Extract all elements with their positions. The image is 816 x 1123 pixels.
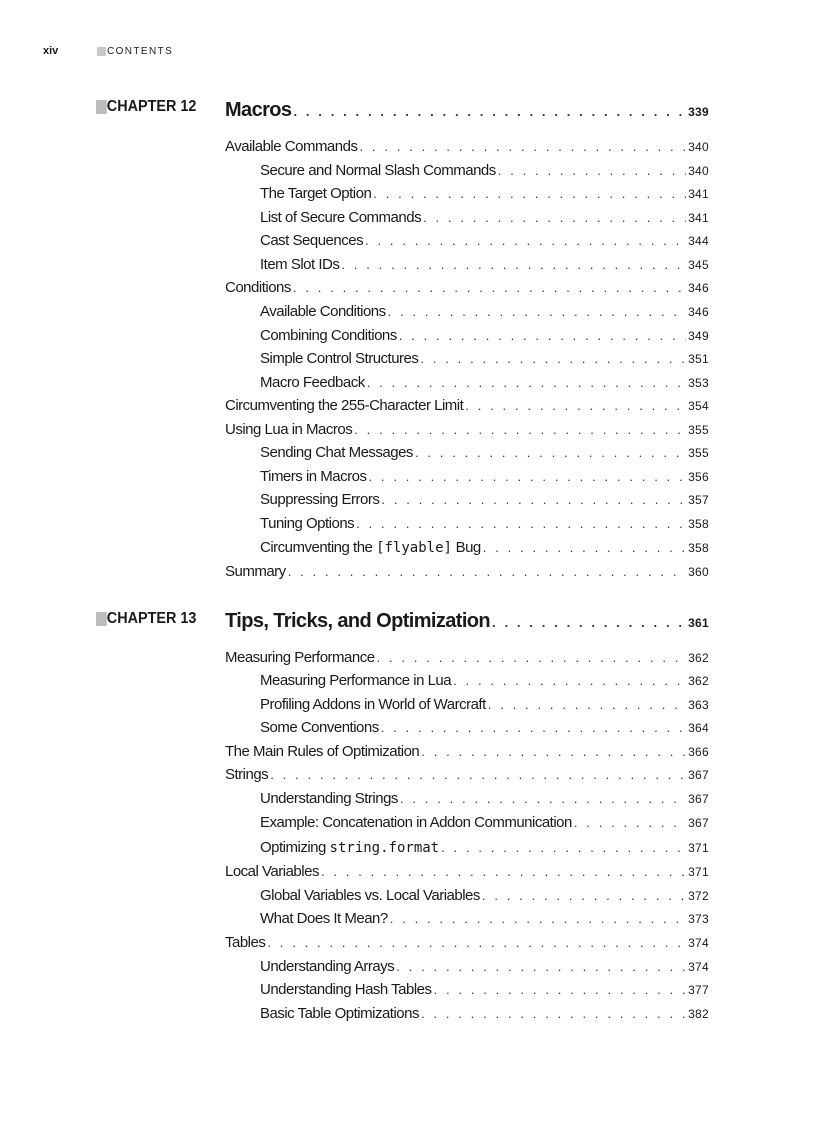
dot-leader bbox=[373, 183, 686, 205]
page-number: 367 bbox=[688, 816, 709, 830]
toc-entry[interactable] bbox=[260, 489, 709, 511]
toc-entry[interactable] bbox=[260, 513, 709, 535]
toc-entry[interactable] bbox=[260, 717, 709, 739]
dot-leader bbox=[267, 932, 686, 954]
toc-entry[interactable] bbox=[260, 207, 709, 229]
dot-leader bbox=[341, 254, 686, 276]
entry-title: Global Variables vs. Local Variables bbox=[260, 887, 480, 904]
dot-leader bbox=[421, 741, 686, 763]
entry-title-code: [flyable] bbox=[376, 540, 452, 556]
page-number: 362 bbox=[688, 674, 709, 688]
page-number: 373 bbox=[688, 912, 709, 926]
toc-entry[interactable] bbox=[260, 670, 709, 692]
page-number: 360 bbox=[688, 565, 709, 579]
toc-entry[interactable] bbox=[260, 694, 709, 716]
entry-title bbox=[260, 837, 439, 859]
entry-title: List of Secure Commands bbox=[260, 209, 422, 226]
entry-title: Circumventing the 255-Character Limit bbox=[225, 397, 464, 414]
toc-entry[interactable] bbox=[260, 979, 709, 1001]
entry-title: Profiling Addons in World of Warcraft bbox=[260, 696, 486, 713]
dot-leader bbox=[465, 395, 686, 417]
page-number: 374 bbox=[688, 936, 709, 950]
entry-title-post: Bug bbox=[451, 539, 481, 556]
page-number: 355 bbox=[688, 423, 709, 437]
entry-title: Item Slot IDs bbox=[260, 256, 340, 273]
entry-title: Sending Chat Messages bbox=[260, 444, 413, 461]
page-number: 353 bbox=[688, 376, 709, 390]
page-number: 351 bbox=[688, 352, 709, 366]
dot-leader bbox=[390, 908, 686, 930]
page-number: 362 bbox=[688, 651, 709, 665]
toc-entry[interactable] bbox=[260, 442, 709, 464]
page-number: 367 bbox=[688, 768, 709, 782]
entry-title: Available Commands bbox=[225, 138, 358, 155]
page-number: 340 bbox=[688, 164, 709, 178]
page-number: 358 bbox=[688, 541, 709, 555]
page-number: 346 bbox=[688, 305, 709, 319]
entry-title: Understanding Hash Tables bbox=[260, 981, 432, 998]
page-number: 377 bbox=[688, 983, 709, 997]
page-number: 341 bbox=[688, 211, 709, 225]
dot-leader bbox=[381, 489, 686, 511]
dot-leader bbox=[400, 788, 686, 810]
entry-title: What Does It Mean? bbox=[260, 910, 388, 927]
page-number: 341 bbox=[688, 187, 709, 201]
toc-entry[interactable] bbox=[260, 812, 709, 834]
entry-title-pre: Circumventing the bbox=[260, 539, 377, 556]
entry-title: Some Conventions bbox=[260, 719, 379, 736]
entry-title: Timers in Macros bbox=[260, 468, 367, 485]
chapter-label-text: CHAPTER 13 bbox=[106, 610, 197, 627]
entry-title: Combining Conditions bbox=[260, 327, 397, 344]
entry-title: Simple Control Structures bbox=[260, 350, 419, 367]
dot-leader bbox=[399, 325, 686, 347]
page-number: 357 bbox=[688, 493, 709, 507]
dot-leader bbox=[288, 561, 686, 583]
page-number: 339 bbox=[688, 105, 709, 119]
dot-leader bbox=[483, 537, 686, 559]
dot-leader bbox=[367, 372, 686, 394]
page-number: 358 bbox=[688, 517, 709, 531]
chapter-13-label-row bbox=[96, 610, 226, 634]
entry-title: Tuning Options bbox=[260, 515, 355, 532]
chapter-title: Macros bbox=[225, 99, 292, 121]
dot-leader bbox=[356, 513, 686, 535]
entry-title: Strings bbox=[225, 766, 269, 783]
page-number: 346 bbox=[688, 281, 709, 295]
entry-title: Measuring Performance in Lua bbox=[260, 672, 452, 689]
toc-entry[interactable] bbox=[260, 466, 709, 488]
dot-leader bbox=[321, 861, 686, 883]
entry-title: Using Lua in Macros bbox=[225, 421, 353, 438]
page-number: 356 bbox=[688, 470, 709, 484]
dot-leader bbox=[365, 230, 686, 252]
toc-entry[interactable] bbox=[260, 788, 709, 810]
chapter-label-text: CHAPTER 12 bbox=[106, 98, 197, 115]
dot-leader bbox=[293, 277, 686, 299]
dot-leader bbox=[453, 670, 686, 692]
chapter-label bbox=[96, 610, 213, 628]
entry-title: The Main Rules of Optimization bbox=[225, 743, 420, 760]
chapter-marker-icon bbox=[96, 612, 107, 626]
toc-entry[interactable] bbox=[260, 956, 709, 978]
dot-leader bbox=[421, 1003, 686, 1025]
chapter-title: Tips, Tricks, and Optimization bbox=[225, 610, 491, 632]
section-marker-icon bbox=[97, 47, 106, 56]
dot-leader bbox=[492, 609, 686, 635]
dot-leader bbox=[381, 717, 686, 739]
chapter-12-label-row bbox=[96, 98, 226, 122]
toc-entry[interactable] bbox=[260, 1003, 709, 1025]
dot-leader bbox=[574, 812, 686, 834]
dot-leader bbox=[359, 136, 686, 158]
toc-entry[interactable] bbox=[260, 837, 709, 859]
entry-title: Cast Sequences bbox=[260, 232, 364, 249]
page-number: 364 bbox=[688, 721, 709, 735]
dot-leader bbox=[270, 764, 686, 786]
page-folio: xiv bbox=[43, 45, 59, 57]
entry-title: Secure and Normal Slash Commands bbox=[260, 162, 496, 179]
section-label bbox=[97, 46, 173, 57]
page-number: 367 bbox=[688, 792, 709, 806]
toc-entry[interactable] bbox=[225, 561, 709, 583]
entry-title: Measuring Performance bbox=[225, 649, 375, 666]
toc-entry[interactable] bbox=[225, 395, 709, 417]
dot-leader bbox=[368, 466, 686, 488]
page-number: 372 bbox=[688, 889, 709, 903]
chapter-marker-icon bbox=[96, 100, 107, 114]
page-number: 349 bbox=[688, 329, 709, 343]
page-number: 371 bbox=[688, 841, 709, 855]
page-number: 354 bbox=[688, 399, 709, 413]
entry-title bbox=[260, 537, 481, 559]
entry-title: Understanding Arrays bbox=[260, 958, 395, 975]
page-number: 382 bbox=[688, 1007, 709, 1021]
toc-entry[interactable] bbox=[225, 861, 709, 883]
page-number: 361 bbox=[688, 616, 709, 630]
page-number: 345 bbox=[688, 258, 709, 272]
entry-title-code: string.format bbox=[329, 840, 440, 856]
dot-leader bbox=[377, 647, 687, 669]
dot-leader bbox=[420, 348, 686, 370]
page-number: 371 bbox=[688, 865, 709, 879]
entry-title: Local Variables bbox=[225, 863, 319, 880]
toc-entry[interactable] bbox=[260, 372, 709, 394]
dot-leader bbox=[354, 419, 686, 441]
toc-entry[interactable] bbox=[225, 932, 709, 954]
toc-entry[interactable] bbox=[260, 301, 709, 323]
toc-entry[interactable] bbox=[260, 348, 709, 370]
toc-entry[interactable] bbox=[260, 183, 709, 205]
dot-leader bbox=[396, 956, 686, 978]
running-head bbox=[43, 43, 173, 59]
toc-entry[interactable] bbox=[225, 647, 709, 669]
dot-leader bbox=[498, 160, 686, 182]
entry-title: Tables bbox=[225, 934, 266, 951]
toc-entry[interactable] bbox=[260, 230, 709, 252]
toc-entry[interactable] bbox=[225, 741, 709, 763]
entry-title: Suppressing Errors bbox=[260, 491, 380, 508]
section-label-text: CONTENTS bbox=[107, 45, 174, 57]
toc-entry[interactable] bbox=[260, 254, 709, 276]
entry-title: Example: Concatenation in Addon Communication bbox=[260, 814, 572, 831]
toc-entry[interactable] bbox=[260, 885, 709, 907]
chapter-title-entry[interactable] bbox=[225, 607, 709, 635]
page-number: 340 bbox=[688, 140, 709, 154]
dot-leader bbox=[434, 979, 687, 1001]
entry-title: Understanding Strings bbox=[260, 790, 398, 807]
chapter-title-entry[interactable] bbox=[225, 96, 709, 124]
toc-entry[interactable] bbox=[260, 537, 709, 559]
toc-entry[interactable] bbox=[225, 136, 709, 158]
entry-title: Basic Table Optimizations bbox=[260, 1005, 419, 1022]
dot-leader bbox=[388, 301, 686, 323]
entry-title: Available Conditions bbox=[260, 303, 386, 320]
toc-entry[interactable] bbox=[260, 908, 709, 930]
entry-title: Summary bbox=[225, 563, 286, 580]
toc-entry[interactable] bbox=[225, 277, 709, 299]
dot-leader bbox=[293, 98, 686, 124]
dot-leader bbox=[482, 885, 686, 907]
chapter-label bbox=[96, 98, 213, 116]
dot-leader bbox=[423, 207, 686, 229]
page-number: 366 bbox=[688, 745, 709, 759]
dot-leader bbox=[488, 694, 686, 716]
toc-entry[interactable] bbox=[260, 160, 709, 182]
entry-title: The Target Option bbox=[260, 185, 372, 202]
toc-entry[interactable] bbox=[260, 325, 709, 347]
entry-title-pre: Optimizing bbox=[260, 839, 330, 856]
toc-entry[interactable] bbox=[225, 419, 709, 441]
page-number: 363 bbox=[688, 698, 709, 712]
page-number: 374 bbox=[688, 960, 709, 974]
page-number: 344 bbox=[688, 234, 709, 248]
entry-title: Conditions bbox=[225, 279, 291, 296]
toc-entry[interactable] bbox=[225, 764, 709, 786]
page-number: 355 bbox=[688, 446, 709, 460]
dot-leader bbox=[415, 442, 686, 464]
entry-title: Macro Feedback bbox=[260, 374, 365, 391]
dot-leader bbox=[441, 837, 686, 859]
